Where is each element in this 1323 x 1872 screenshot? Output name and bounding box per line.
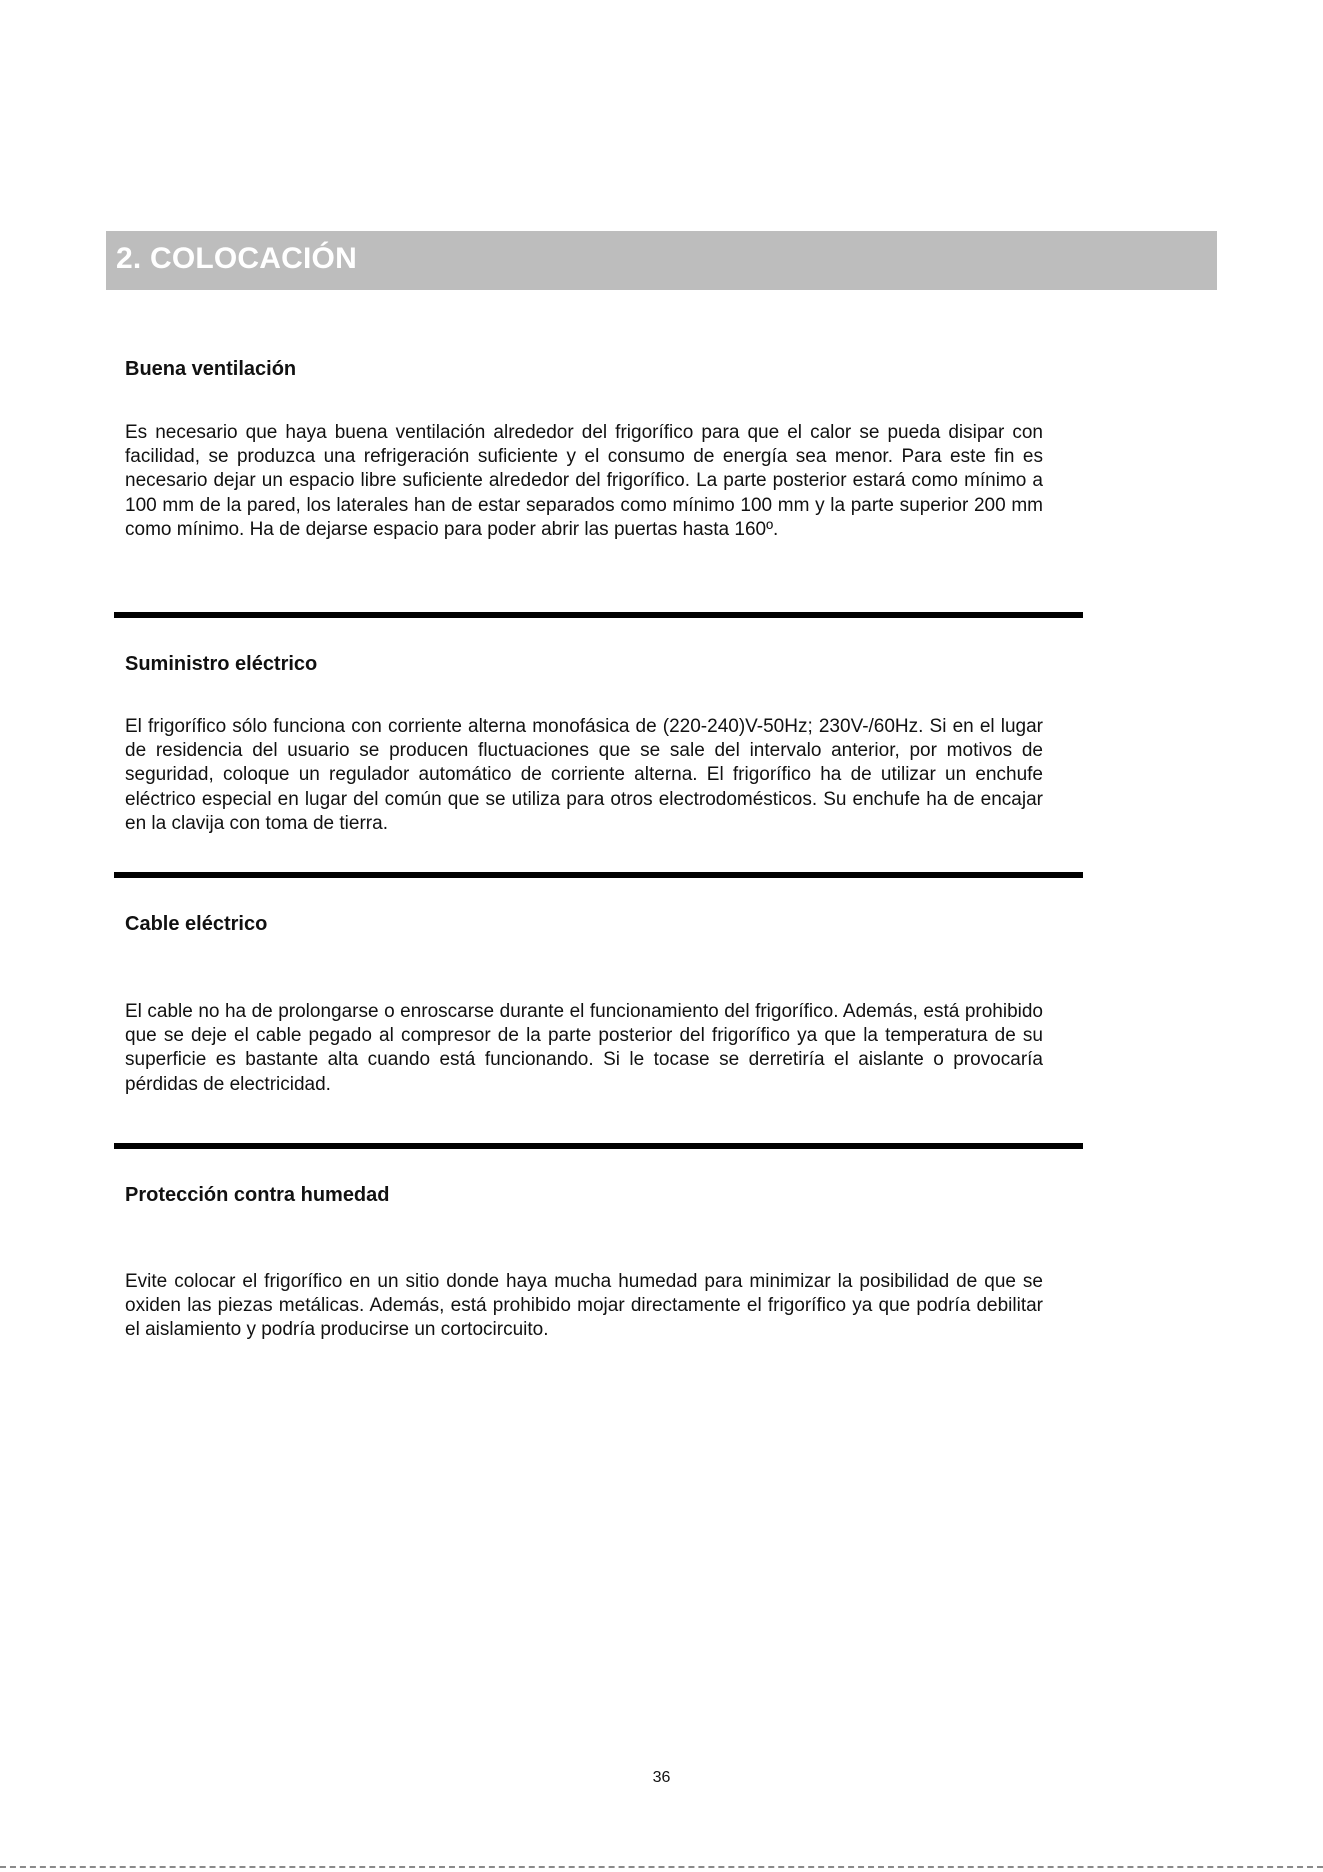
section-heading-humedad: Protección contra humedad (125, 1184, 390, 1206)
section-heading-cable: Cable eléctrico (125, 913, 268, 935)
chapter-title: 2. COLOCACIÓN (116, 242, 357, 275)
section-heading-suministro: Suministro eléctrico (125, 653, 318, 675)
section-heading-ventilacion: Buena ventilación (125, 358, 297, 380)
chapter-banner (106, 231, 1217, 290)
section-divider (114, 872, 1083, 878)
page-number: 36 (652, 1769, 671, 1786)
section-body-cable: El cable no ha de prolongarse o enroscarse durante el funcionamiento del frigorífico. Además, está prohibido que se deje el cable pegado al compresor de la parte posterior del frigorífico ya que la temperatura de su superficie es bastante alta cuando está funcionando. Si le tocase se derretiría el aislante o provocaría pérdidas de electricidad. (125, 1001, 1043, 1095)
section-body-suministro: El frigorífico sólo funciona con corriente alterna monofásica de (220-240)V-50Hz; 230V-/60Hz. Si en el lugar de residencia del usuario se producen fluctuaciones que se sale del intervalo anterior, por motivos de seguridad, coloque un regulador automático de corriente alterna. El frigorífico ha de utilizar un enchufe eléctrico especial en lugar del común que se utiliza para otros electrodomésticos. Su enchufe ha de encajar en la clavija con toma de tierra. (125, 716, 1043, 834)
section-body-humedad: Evite colocar el frigorífico en un sitio donde haya mucha humedad para minimizar la posibilidad de que se oxiden las piezas metálicas. Además, está prohibido mojar directamente el frigorífico ya que podría debilitar el aislamiento y podría producirse un cortocircuito. (125, 1271, 1043, 1341)
section-divider (114, 612, 1083, 618)
section-body-ventilacion: Es necesario que haya buena ventilación alrededor del frigorífico para que el calor se pueda disipar con facilidad, se produzca una refrigeración suficiente y el consumo de energía sea menor. Para este fin es necesario dejar un espacio libre suficiente alrededor del frigorífico. La parte posterior estará como mínimo a 100 mm de la pared, los laterales han de estar separados como mínimo 100 mm y la parte superior 200 mm como mínimo. Ha de dejarse espacio para poder abrir las puertas hasta 160º. (125, 422, 1043, 540)
scan-edge-line (0, 1866, 1323, 1870)
section-divider (114, 1143, 1083, 1149)
